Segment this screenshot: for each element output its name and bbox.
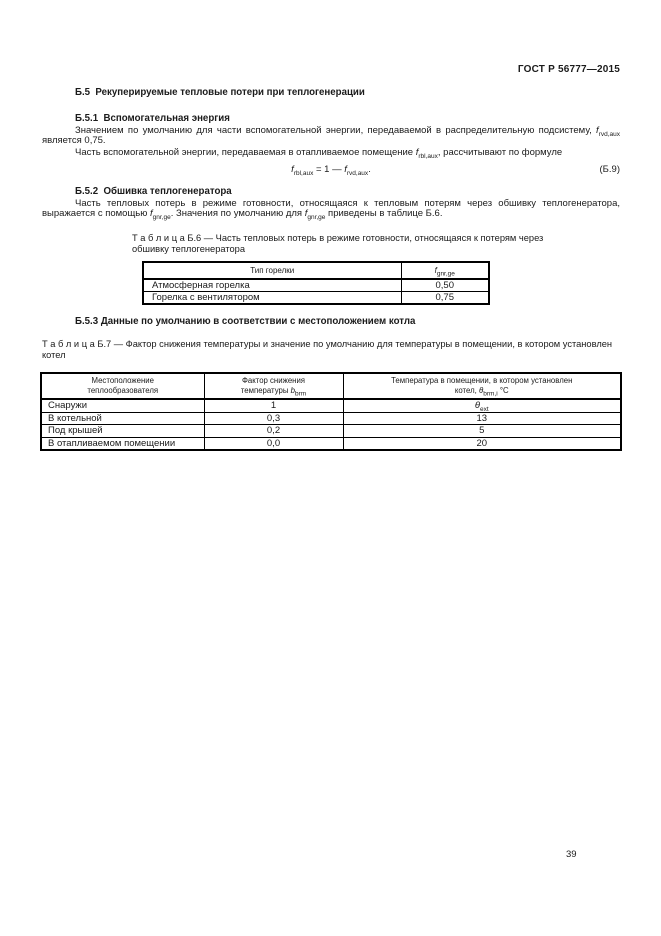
header-line: Местоположение xyxy=(91,376,154,386)
table-b6 xyxy=(142,261,490,305)
section-heading-b52: Б.5.2 Обшивка теплогенератора xyxy=(75,185,232,197)
cell-temperature xyxy=(343,399,621,412)
subscript: gnr,ge xyxy=(307,214,326,222)
table-row xyxy=(143,279,489,292)
header-line xyxy=(208,386,340,396)
variable-f: f xyxy=(344,163,347,175)
variable-f: f xyxy=(415,147,419,159)
cell-factor: 0,2 xyxy=(204,425,343,438)
section-heading-b5: Б.5 Рекуперируемые тепловые потери при теплогенерации xyxy=(75,87,365,98)
variable-b: b xyxy=(290,386,295,396)
table-b7-caption: Т а б л и ц а Б.7 — Фактор снижения температуры и значение по умолчанию для температуры в помещении, в котором установлен котел xyxy=(42,339,613,361)
table-row xyxy=(41,437,621,450)
column-header-burner-type: Тип горелки xyxy=(143,262,401,279)
page-content xyxy=(42,64,620,451)
formula-expression xyxy=(291,164,371,175)
paragraph-b52-1 xyxy=(42,198,620,222)
text-run: котел, xyxy=(454,386,479,396)
cell-burner-type: Атмосферная горелка xyxy=(143,279,401,292)
table-row xyxy=(41,399,621,412)
cell-value: 0,50 xyxy=(401,279,489,292)
variable-f: f xyxy=(150,208,153,220)
paragraph-b51-1 xyxy=(42,126,620,146)
header-line: теплообразователя xyxy=(87,386,159,396)
cell-factor: 1 xyxy=(204,399,343,412)
table-b7 xyxy=(40,372,622,451)
subscript: brm xyxy=(294,390,307,398)
cell-location: В котельной xyxy=(41,412,204,425)
section-heading-b53: Б.5.3 Данные по умолчанию в соответствии с местоположением котла xyxy=(75,315,416,327)
table-row xyxy=(41,412,621,425)
cell-burner-type: Горелка с вентилятором xyxy=(143,291,401,304)
cell-temperature: 20 xyxy=(343,437,621,450)
paragraph-b51-2 xyxy=(42,147,620,161)
subscript: gnr,ge xyxy=(152,214,171,222)
text-run: температуры xyxy=(240,386,291,396)
formula-number: (Б.9) xyxy=(599,163,620,175)
text-run: Часть тепловых потерь в режиме готовности, относящаяся к тепловым потерям через обшивку теплогенератора, выражается с помощью xyxy=(42,198,620,220)
cell-temperature: 5 xyxy=(343,425,621,438)
text-run: приведены в таблице Б.6. xyxy=(325,208,443,220)
cell-temperature: 13 xyxy=(343,412,621,425)
variable-f: f xyxy=(304,208,308,220)
table-b6-header-row xyxy=(143,262,489,279)
formula-b9 xyxy=(42,164,620,175)
table-row xyxy=(143,291,489,304)
table-b7-header-row xyxy=(41,373,621,399)
variable-theta: θ xyxy=(474,400,480,412)
doc-header: ГОСТ Р 56777—2015 xyxy=(517,64,620,75)
subscript: ext xyxy=(479,406,489,413)
variable-f: f xyxy=(291,163,294,175)
text-run: Значением по умолчанию для части вспомогательной энергии, передаваемой в распределительную подсистему, xyxy=(75,125,597,136)
cell-location: В отапливаемом помещении xyxy=(41,437,204,450)
header-line: Температура в помещении, в котором установлен xyxy=(391,376,573,386)
variable-theta: θ xyxy=(479,386,484,396)
cell-location: Снаружи xyxy=(41,399,204,412)
column-header-reduction-factor xyxy=(204,373,343,399)
text-run: Часть вспомогательной энергии, передаваемая в отапливаемое помещение xyxy=(75,147,416,159)
variable-f: f xyxy=(596,125,599,136)
text-run: , рассчитывают по формуле xyxy=(437,147,563,159)
table-row xyxy=(41,425,621,438)
cell-location: Под крышей xyxy=(41,425,204,438)
cell-factor: 0,0 xyxy=(204,437,343,450)
subscript: gnr,ge xyxy=(436,270,455,278)
punctuation: . xyxy=(368,163,371,175)
subscript: brm,i xyxy=(483,390,498,398)
subscript: rvd,aux xyxy=(346,169,369,177)
operator: = 1 — xyxy=(313,163,345,175)
column-header-f-gnr-ge xyxy=(401,262,489,279)
column-header-location xyxy=(41,373,204,399)
page-number: 39 xyxy=(566,849,577,860)
column-header-room-temperature xyxy=(343,373,621,399)
cell-value: 0,75 xyxy=(401,291,489,304)
variable-f: f xyxy=(434,265,437,275)
subscript: rvd,aux xyxy=(598,130,620,138)
header-line: Фактор снижения xyxy=(241,376,306,386)
header-line xyxy=(347,386,618,396)
table-b6-caption: Т а б л и ц а Б.6 — Часть тепловых потерь в режиме готовности, относящаяся к потерям через обшивку теплогенератора xyxy=(132,232,544,254)
subscript: rbl,aux xyxy=(418,153,438,161)
text-run: . Значения по умолчанию для xyxy=(170,208,305,220)
subscript: rbl,aux xyxy=(293,169,314,177)
section-heading-b51: Б.5.1 Вспомогательная энергия xyxy=(75,112,230,124)
text-run: является 0,75. xyxy=(42,135,106,147)
unit-label: °С xyxy=(497,386,509,396)
cell-factor: 0,3 xyxy=(204,412,343,425)
